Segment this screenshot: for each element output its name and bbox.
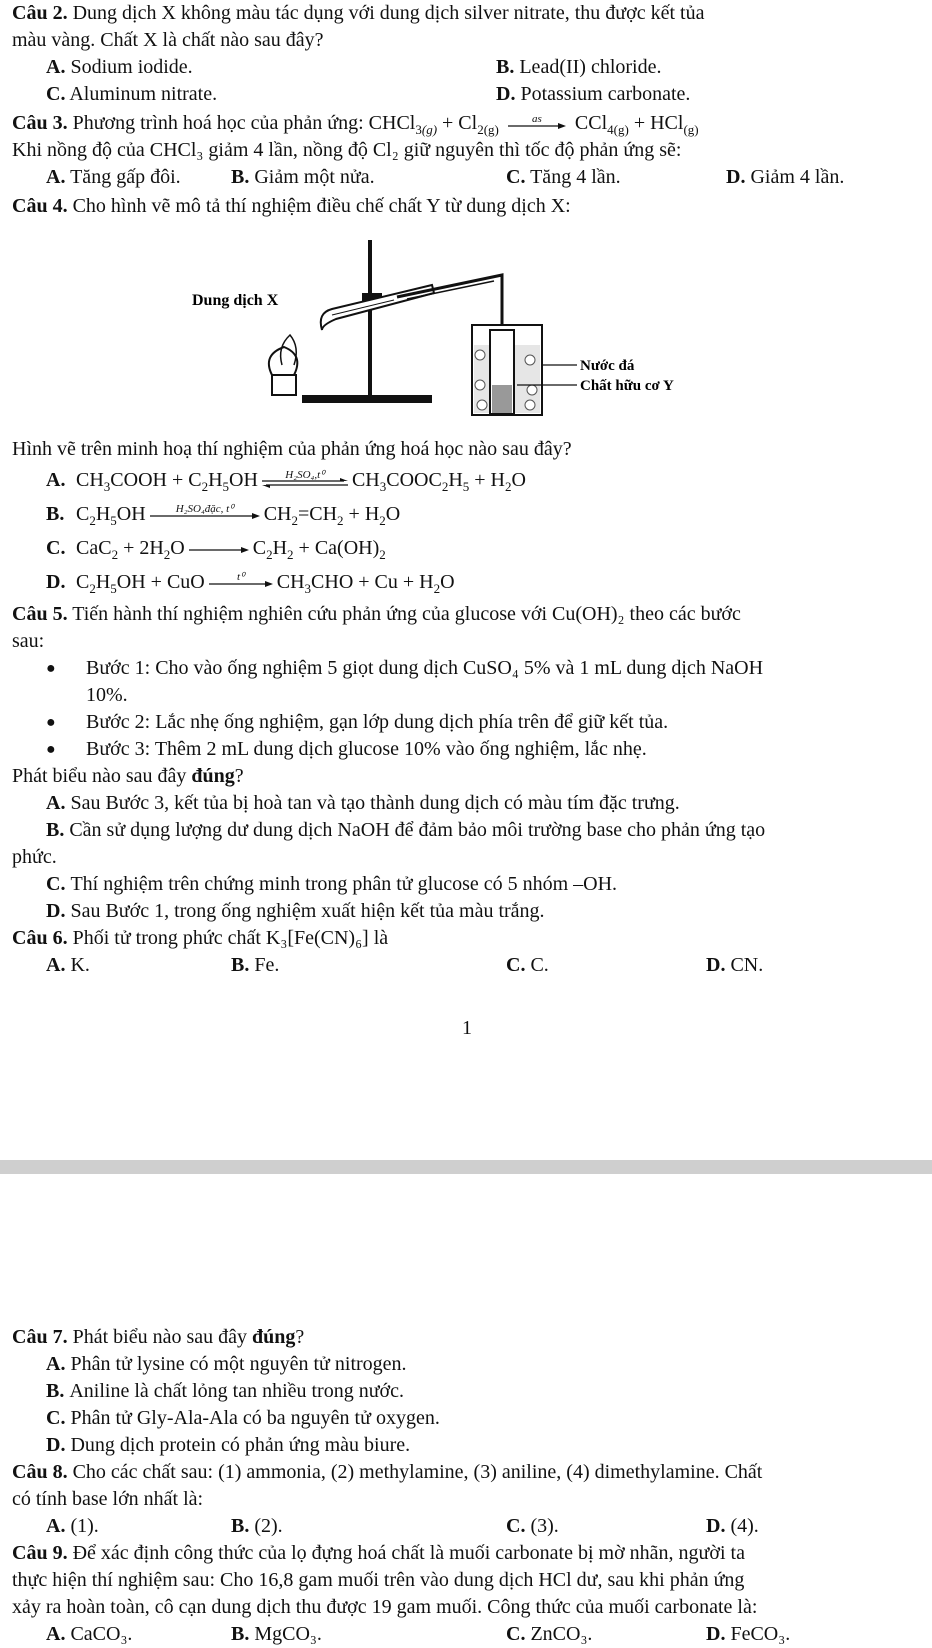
question-label: Câu 5. <box>12 603 68 625</box>
question-label: Câu 2. <box>12 2 68 24</box>
arrow-icon <box>189 538 249 558</box>
option-c[interactable]: C. ZnCO₃. <box>506 1623 593 1645</box>
question-text-cont: Khi nồng độ của CHCl₃ giảm 4 lần, nồng độ Cl₂ giữ nguyên thì tốc độ phản ứng sẽ: <box>12 139 682 161</box>
question-label: Câu 4. <box>12 195 68 217</box>
question-text: Phương trình hoá học của phản ứng: <box>72 112 364 134</box>
label-nuoc-da: Nước đá <box>580 358 635 374</box>
option-c[interactable]: C. Phân tử Gly-Ala-Ala có ba nguyên tử oxygen. <box>46 1407 440 1429</box>
step-1-cont: 10%. <box>86 684 128 706</box>
page-1 <box>12 0 922 1160</box>
question-9 <box>12 1540 922 1648</box>
stand-rod <box>368 240 372 400</box>
option-d[interactable]: D. Sau Bước 1, trong ống nghiệm xuất hiện kết tủa màu trắng. <box>46 900 545 922</box>
question-6 <box>12 925 922 979</box>
arrow-icon: t⁰ <box>209 572 273 592</box>
option-b[interactable]: B. Cần sử dụng lượng dư dung dịch NaOH để đảm bảo môi trường base cho phản ứng tạo <box>46 819 766 841</box>
question-text: Cho các chất sau: (1) ammonia, (2) methylamine, (3) aniline, (4) dimethylamine. Chất <box>72 1461 763 1483</box>
question-label: Câu 3. <box>12 112 68 134</box>
question-7: Câu 7. Phát biểu nào sau đây đúng? A. Phân tử lysine có một nguyên tử nitrogen. B. Aniline là chất lỏng tan nhiều trong nước. C. Phân tử Gly-Ala-Ala có ba nguyên tử oxygen. D. Dung dịch protein có phản ứng màu biure. <box>12 1324 922 1459</box>
reaction-equation: CHCl$_{3(g)}$ + $Cl_{2(g)}$ as CCl$_{4(g)}$ + HCl$_{(g)}$ <box>368 112 699 137</box>
label-chat-huu-co-y: Chất hữu cơ Y <box>580 378 674 394</box>
burner <box>269 335 297 395</box>
question-4 <box>12 193 922 220</box>
label-dung-dich-x: Dung dịch X <box>192 292 279 309</box>
equilibrium-arrow-icon: H₂SO₄,t⁰ <box>262 470 348 490</box>
question-2 <box>12 0 922 108</box>
option-b[interactable]: B. (2). <box>231 1515 283 1537</box>
question-text-cont: sau: <box>12 630 45 652</box>
page-separator <box>0 1160 932 1174</box>
option-b-cont: phức. <box>12 846 57 868</box>
option-a[interactable]: A. Sodium iodide. <box>46 56 193 78</box>
apparatus-diagram <box>172 235 732 430</box>
option-a[interactable]: A. CaCO₃. <box>46 1623 133 1645</box>
option-d[interactable]: D. CN. <box>706 954 764 976</box>
option-d[interactable]: D. $C_2H_5OH$ + CuO t⁰ $CH_3CHO + Cu + H_2O$ <box>46 570 455 596</box>
question-text: Phối tử trong phức chất K₃[Fe(CN)₆] là <box>72 927 389 949</box>
question-label: Câu 8. <box>12 1461 68 1483</box>
question-text: Tiến hành thí nghiệm nghiên cứu phản ứng của glucose với Cu(OH)₂ theo các bước <box>72 603 741 625</box>
option-a[interactable]: A. K. <box>46 954 90 976</box>
option-c[interactable]: C. Tăng 4 lần. <box>506 166 621 188</box>
option-c[interactable]: C. $CaC_2 + 2H_2O$ $C_2H_2 + Ca(OH)_2$ <box>46 536 386 562</box>
question-label: Câu 7. <box>12 1326 68 1348</box>
option-a[interactable]: A. Phân tử lysine có một nguyên tử nitrogen. <box>46 1353 407 1375</box>
option-d[interactable]: D. Dung dịch protein có phản ứng màu biure. <box>46 1434 411 1456</box>
question-label: Câu 6. <box>12 927 68 949</box>
option-b[interactable]: B. Fe. <box>231 954 280 976</box>
option-b[interactable]: B. Aniline là chất lỏng tan nhiều trong nước. <box>46 1380 405 1402</box>
page-number: 1 <box>462 1017 472 1039</box>
option-b[interactable]: B. Lead(II) chloride. <box>496 56 662 78</box>
option-a[interactable]: A. Tăng gấp đôi. <box>46 166 181 188</box>
experiment-figure <box>172 235 732 430</box>
step-2: ● Bước 2: Lắc nhẹ ống nghiệm, gạn lớp dung dịch phía trên để giữ kết tủa. <box>46 711 669 733</box>
question-text-cont: xảy ra hoàn toàn, cô cạn dung dịch thu được 19 gam muối. Công thức của muối carbonate là: <box>12 1596 758 1618</box>
arrow-icon: H₂SO₄đặc, t⁰ <box>150 504 260 524</box>
step-1: ● Bước 1: Cho vào ống nghiệm 5 giọt dung dịch CuSO₄ 5% và 1 mL dung dịch NaOH <box>46 657 764 679</box>
arrow-icon: as <box>508 114 566 134</box>
option-d[interactable]: D. FeCO₃. <box>706 1623 791 1645</box>
question-text: Cho hình vẽ mô tả thí nghiệm điều chế chất Y từ dung dịch X: <box>72 195 571 217</box>
stand-base <box>302 395 432 403</box>
option-c[interactable]: C. Aluminum nitrate. <box>46 83 218 105</box>
option-a[interactable]: A. (1). <box>46 1515 99 1537</box>
question-5: Câu 5. Tiến hành thí nghiệm nghiên cứu phản ứng của glucose với Cu(OH)₂ theo các bước sau: ● Bước 1: Cho vào ống nghiệm 5 giọt dung dịch CuSO₄ 5% và 1 mL dung dịch NaOH 10%. ● Bước 2: Lắc nhẹ ống nghiệm, gạn lớp dung dịch phía trên để giữ kết tủa. ● Bước 3: Thêm 2 mL dung dịch glucose 10% vào ống nghiệm, lắc nhẹ. Phát biểu nào sau đây đúng? A. Sau Bước 3, kết tủa bị hoà tan và tạo thành dung dịch có màu tím đặc trưng. B. Cần sử dụng lượng dư dung dịch NaOH để đảm bảo môi trường base cho phản ứng tạo phức. C. Thí nghiệm trên chứng minh trong phân tử glucose có 5 nhóm –OH. D. Sau Bước 1, trong ống nghiệm xuất hiện kết tủa màu trắng. <box>12 601 922 925</box>
option-c[interactable]: C. (3). <box>506 1515 559 1537</box>
question-text-cont: màu vàng. Chất X là chất nào sau đây? <box>12 29 324 51</box>
page-2 <box>12 1174 922 1644</box>
question-text-cont: thực hiện thí nghiệm sau: Cho 16,8 gam muối trên vào dung dịch HCl dư, sau khi phản ứng <box>12 1569 745 1591</box>
question-8 <box>12 1459 922 1540</box>
option-c[interactable]: C. C. <box>506 954 549 976</box>
question-text-cont: có tính base lớn nhất là: <box>12 1488 204 1510</box>
option-b[interactable]: B. $C_2H_5OH$ H₂SO₄đặc, t⁰ $CH_2=CH_2 + H_2O$ <box>46 502 401 528</box>
option-a[interactable]: A. $CH_3COOH + C_2H_5OH$ H₂SO₄,t⁰ $CH_3COOC_2H_5 + H_2O$ <box>46 468 526 494</box>
question-label: Câu 9. <box>12 1542 68 1564</box>
option-b[interactable]: B. Giảm một nửa. <box>231 166 375 188</box>
option-c[interactable]: C. Thí nghiệm trên chứng minh trong phân tử glucose có 5 nhóm –OH. <box>46 873 618 895</box>
question-3 <box>12 110 922 191</box>
option-d[interactable]: D. (4). <box>706 1515 759 1537</box>
step-3: ● Bước 3: Thêm 2 mL dung dịch glucose 10% vào ống nghiệm, lắc nhẹ. <box>46 738 647 760</box>
option-a[interactable]: A. Sau Bước 3, kết tủa bị hoà tan và tạo thành dung dịch có màu tím đặc trưng. <box>46 792 680 814</box>
question-text-cont: Hình vẽ trên minh hoạ thí nghiệm của phản ứng hoá học nào sau đây? <box>12 438 572 460</box>
beaker <box>472 325 542 415</box>
option-b[interactable]: B. MgCO₃. <box>231 1623 322 1645</box>
question-4-options <box>12 436 922 979</box>
question-text: Dung dịch X không màu tác dụng với dung dịch silver nitrate, thu được kết tủa <box>72 2 705 24</box>
question-text: Để xác định công thức của lọ đựng hoá chất là muối carbonate bị mờ nhãn, người ta <box>72 1542 745 1564</box>
option-d[interactable]: D. Giảm 4 lần. <box>726 166 845 188</box>
option-d[interactable]: D. Potassium carbonate. <box>496 83 691 105</box>
